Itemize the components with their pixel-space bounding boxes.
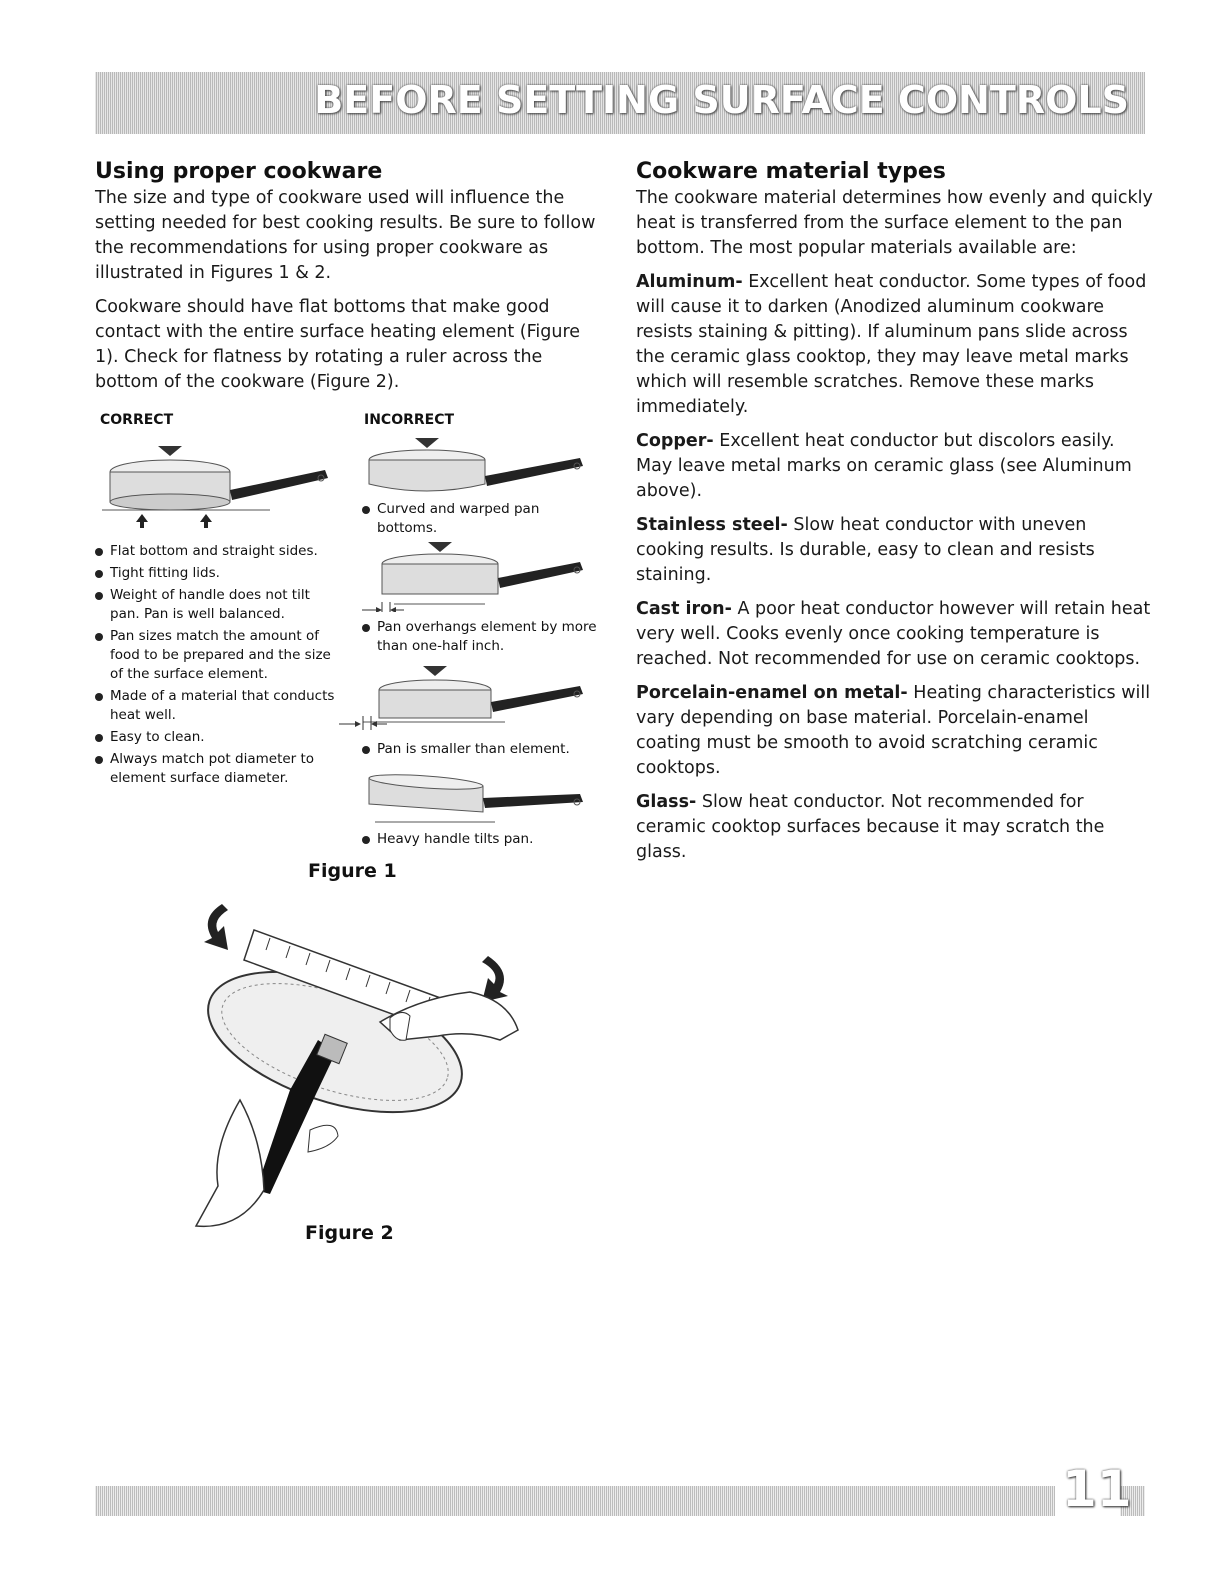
material-stainless-steel bbox=[636, 513, 1156, 588]
footer-bar bbox=[95, 1486, 1055, 1516]
header-banner bbox=[95, 72, 1145, 134]
left-column bbox=[95, 158, 605, 404]
incorrect-caption-small: Pan is smaller than element. bbox=[362, 740, 617, 759]
flatness-paragraph: Cookware should have flat bottoms that make good contact with the entire surface heating element (Figure 1). Check for flatness by rotating a ruler across the bottom of the cookware (Figure 2). bbox=[95, 297, 581, 392]
material-description: Slow heat conductor with uneven cooking results. Is durable, easy to clean and resists staining. bbox=[636, 515, 1095, 585]
materials-intro: The cookware material determines how evenly and quickly heat is transferred from the surface element to the pan bottom. The most popular materials available are: bbox=[636, 188, 1153, 258]
small-pan-illustration bbox=[335, 664, 595, 736]
material-description: Excellent heat conductor. Some types of food will cause it to darken (Anodized aluminum cookware resists staining & pitting). If aluminum pans slide across the ceramic glass cooktop, they may leave metal marks which will resemble scratches. Remove these marks immediately. bbox=[636, 272, 1147, 417]
figure-2-label: Figure 2 bbox=[305, 1222, 394, 1244]
material-description: Excellent heat conductor but discolors easily. May leave metal marks on ceramic glass (see Aluminum above). bbox=[636, 431, 1132, 501]
intro-paragraph: The size and type of cookware used will influence the setting needed for best cooking results. Be sure to follow the recommendations for using proper cookware as illustrated in Figures 1 & 2. bbox=[95, 188, 596, 283]
material-porcelain-enamel bbox=[636, 681, 1156, 781]
correct-bullet: Made of a material that conducts heat well. bbox=[95, 687, 335, 725]
correct-bullet: Flat bottom and straight sides. bbox=[95, 542, 335, 561]
material-name: Aluminum- bbox=[636, 272, 743, 292]
correct-bullet: Pan sizes match the amount of food to be prepared and the size of the surface element. bbox=[95, 627, 335, 684]
correct-bullet: Always match pot diameter to element surface diameter. bbox=[95, 750, 335, 788]
ruler-flatness-check-illustration bbox=[170, 890, 550, 1230]
cookware-material-types-heading: Cookware material types bbox=[636, 159, 946, 184]
material-name: Cast iron- bbox=[636, 599, 732, 619]
page-number: 11 bbox=[1062, 1460, 1132, 1518]
incorrect-caption-overhang: Pan overhangs element by more than one-half inch. bbox=[362, 618, 597, 656]
incorrect-label: INCORRECT bbox=[364, 412, 455, 428]
material-aluminum bbox=[636, 270, 1156, 420]
correct-bullet-list bbox=[95, 542, 335, 791]
correct-label: CORRECT bbox=[100, 412, 174, 428]
material-description: A poor heat conductor however will retain heat very well. Cooks evenly once cooking temperature is reached. Not recommended for use on ceramic cooktops. bbox=[636, 599, 1151, 669]
right-column bbox=[636, 158, 1156, 874]
correct-bullet: Tight fitting lids. bbox=[95, 564, 335, 583]
material-name: Stainless steel- bbox=[636, 515, 788, 535]
page-title: BEFORE SETTING SURFACE CONTROLS bbox=[314, 78, 1129, 122]
material-name: Porcelain-enamel on metal- bbox=[636, 683, 908, 703]
material-glass bbox=[636, 790, 1156, 865]
using-proper-cookware-heading: Using proper cookware bbox=[95, 159, 383, 184]
overhang-pan-illustration bbox=[340, 540, 595, 612]
figure-1-label: Figure 1 bbox=[308, 860, 397, 882]
material-name: Copper- bbox=[636, 431, 714, 451]
material-description: Heating characteristics will vary depending on base material. Porcelain-enamel coating must be smooth to avoid scratching ceramic cooktops. bbox=[636, 683, 1151, 778]
correct-bullet: Weight of handle does not tilt pan. Pan is well balanced. bbox=[95, 586, 335, 624]
material-description: Slow heat conductor. Not recommended for ceramic cooktop surfaces because it may scratch the glass. bbox=[636, 792, 1105, 862]
correct-bullet: Easy to clean. bbox=[95, 728, 335, 747]
incorrect-caption-warped: Curved and warped pan bottoms. bbox=[362, 500, 577, 538]
material-copper bbox=[636, 429, 1156, 504]
heavy-handle-pan-illustration bbox=[355, 772, 595, 828]
warped-pan-illustration bbox=[355, 436, 595, 498]
material-name: Glass- bbox=[636, 792, 697, 812]
correct-pan-illustration bbox=[100, 438, 340, 538]
material-cast-iron bbox=[636, 597, 1156, 672]
incorrect-caption-heavy-handle: Heavy handle tilts pan. bbox=[362, 830, 597, 849]
